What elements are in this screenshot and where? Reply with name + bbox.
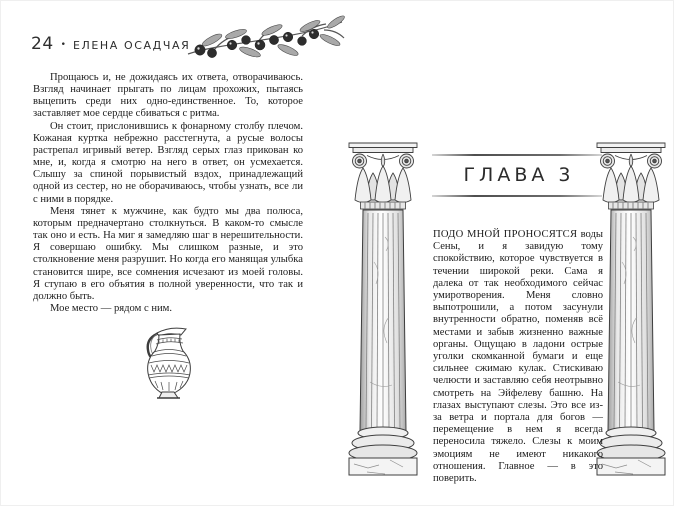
column-illustration-right: [592, 142, 670, 478]
page-header: [31, 34, 190, 54]
page-number: 24: [31, 34, 54, 54]
olive-branch-illustration: [184, 12, 346, 64]
paragraph: Прощаюсь и, не дожидаясь их ответа, отворачиваюсь. Взгляд начинает прыгать по лицам прохожих, пытаясь выцепить среди них одно-единственное. То, которое заставляет мое сердце сбиваться с ритма.: [33, 72, 303, 120]
paragraph: Меня тянет к мужчине, как будто мы два полюса, которым предначертано столкнуться. В каком-то смысле так оно и есть. На миг я замедляю шаг в нерешительности. Я совершаю ошибку. Мы слишком разные, и это столкновение меня разрушит. Но когда его манящая улыбка становится шире, все сомнения исчезают из моей головы. Я ступаю в его объятия в полной уверенности, что так и должно быть.: [33, 205, 303, 302]
paragraph: Мое место — рядом с ним.: [50, 302, 173, 314]
vase-illustration: [145, 325, 193, 401]
author-name: ЕЛЕНА ОСАДЧАЯ: [72, 39, 191, 52]
chapter-text: [433, 229, 603, 485]
chapter-heading: [432, 154, 602, 197]
chapter-body-text: воды Сены, и я завидую тому спокойствию, которое чувствуется в течении широкой реки. Сама я далека от так необходимого сейчас умиротворения. Меня словно выпотрошили, а потом засунули внутренности обратно, поменяв всё местами и забыв жизненно важные органы. Ощущаю в ладони острые уголки скомканной бумаги и еще сильнее сжимаю кулак. Стискиваю челюсти и заставляю себя неотрывно смотреть на Эйфелеву башню. На глазах выступают слезы. Это все из-за ветра и портала для богов — перемещение в нем я всегда переносила тяжело. Слезы к моим эмоциям не имеют никакого отношения. Главное — в это поверить.: [433, 229, 603, 485]
chapter-opening-words: ПОДО МНОЙ ПРОНОСЯТСЯ: [433, 229, 578, 240]
column-illustration-left: [344, 142, 422, 478]
chapter-title: ГЛАВА 3: [463, 164, 575, 186]
header-separator: •: [60, 40, 66, 50]
chapter-rule-bottom: [432, 195, 602, 197]
left-page-text: [33, 72, 303, 315]
paragraph: Он стоит, прислонившись к фонарному столбу плечом. Кожаная куртка небрежно расстегнута, а русые волосы растрепал игривый ветер. Взгляд серых глаз прикован ко мне, и, когда я смотрю на него в ответ, он усмехается. Слышу за спиной порывистый вздох, принадлежащий одной из сестер, но не оборачиваюсь, чтобы узнать, все ли с ними в порядке.: [33, 120, 303, 205]
